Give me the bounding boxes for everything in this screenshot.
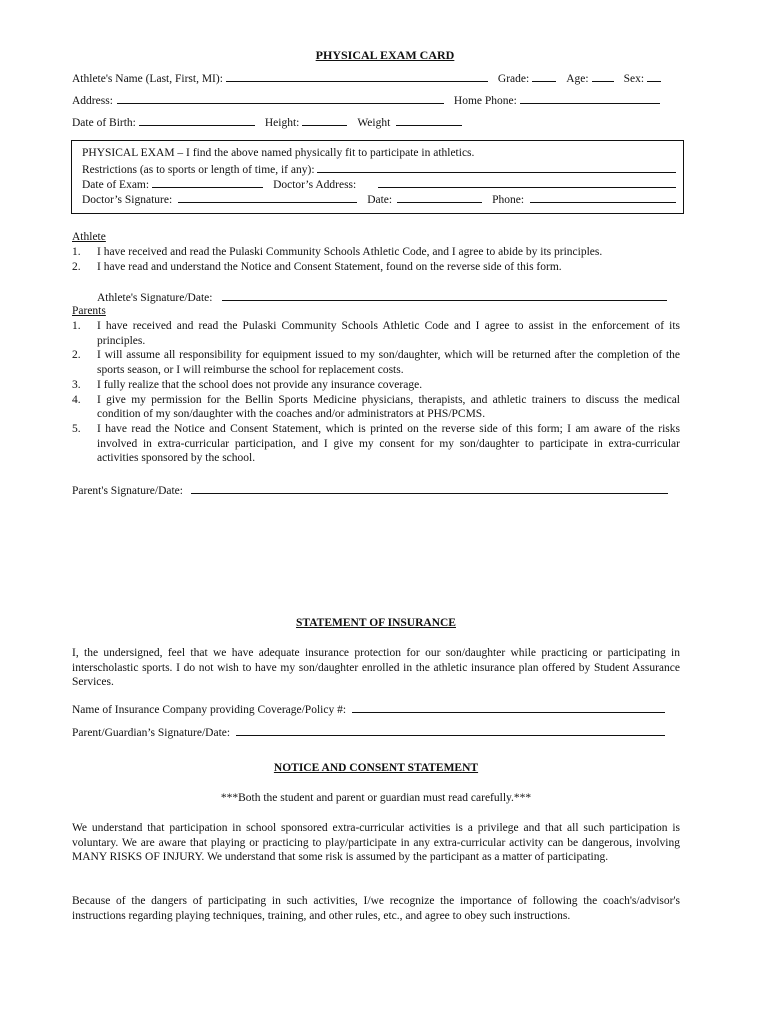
notice-subheading: ***Both the student and parent or guardian must read carefully.*** xyxy=(220,792,532,804)
list-number: 2. xyxy=(72,349,81,362)
restrictions-field[interactable] xyxy=(317,161,676,173)
list-text: I have received and read the Pulaski Community Schools Athletic Code and I agree to assist in the enforcement of its principles. xyxy=(97,320,680,347)
address-row xyxy=(72,92,672,109)
athlete-heading: Athlete xyxy=(72,231,106,243)
list-text: I give my permission for the Bellin Sports Medicine physicians, therapists, and athletic trainers to discuss the medical condition of my son/daughter with the coaches and/or administrators at PHS/PCMS. xyxy=(97,393,680,421)
physical-exam-box xyxy=(71,140,684,214)
list-text: I have received and read the Pulaski Community Schools Athletic Code, and I agree to abide by its principles. xyxy=(97,246,603,258)
list-text: I fully realize that the school does not provide any insurance coverage. xyxy=(97,378,423,391)
guardian-signature-row xyxy=(72,724,667,741)
age-field[interactable] xyxy=(592,70,614,82)
parents-heading: Parents xyxy=(72,305,106,317)
dob-field[interactable] xyxy=(139,114,255,126)
sex-label: Sex: xyxy=(623,73,645,85)
sex-field[interactable] xyxy=(647,70,661,82)
list-text: I have read the Notice and Consent Statement, which is printed on the reverse side of this form; I am aware of the risks involved in extra-curricular participation, and I give my consent for my son/daughter to participate in extra-curricular activities sponsored by the school. xyxy=(97,422,680,465)
weight-field[interactable] xyxy=(396,114,462,126)
doctors-address-field[interactable] xyxy=(378,176,676,188)
doctor-signature-row xyxy=(82,191,678,208)
insurance-heading: STATEMENT OF INSURANCE xyxy=(296,617,456,629)
notice-heading: NOTICE AND CONSENT STATEMENT xyxy=(273,762,479,774)
age-label: Age: xyxy=(566,73,589,85)
notice-paragraph-1: We understand that participation in school sponsored extra-curricular activities is a privilege and that all such participation is voluntary. We are aware that playing or practicing to play/participate in any extra-curricular activity can be dangerous, involving MANY RISKS OF INJURY. We understand that some risk is assumed by the participant as a matter of participating. xyxy=(72,822,680,864)
grade-label: Grade: xyxy=(497,73,530,85)
list-number: 1. xyxy=(72,246,81,258)
list-number: 3. xyxy=(72,378,81,391)
insurance-company-row xyxy=(72,701,667,718)
athlete-name-field[interactable] xyxy=(226,70,488,82)
list-item xyxy=(72,393,680,422)
list-number: 5. xyxy=(72,422,81,435)
phone-label: Phone: xyxy=(492,194,525,206)
athlete-name-row xyxy=(72,70,672,87)
notice-paragraph-2: Because of the dangers of participating in such activities, I/we recognize the importance of following the coach's/advisor's instructions regarding playing techniques, training, and other rules, etc., and agree to obey such instructions. xyxy=(72,895,680,922)
insurance-paragraph: I, the undersigned, feel that we have adequate insurance protection for our son/daughter while practicing or participating in interscholastic sports. I do not wish to have my son/daughter enrolled in the athletic insurance plan offered by Student Assurance Services. xyxy=(72,647,680,689)
insurance-company-field[interactable] xyxy=(352,701,665,713)
date-of-exam-field[interactable] xyxy=(152,176,263,188)
list-item xyxy=(72,319,680,348)
date-of-exam-label: Date of Exam: xyxy=(82,179,150,191)
height-field[interactable] xyxy=(302,114,347,126)
restrictions-label: Restrictions (as to sports or length of time, if any): xyxy=(82,164,315,176)
address-field[interactable] xyxy=(117,92,444,104)
athlete-name-label: Athlete's Name (Last, First, MI): xyxy=(72,73,223,85)
dob-row xyxy=(72,114,672,131)
parents-list xyxy=(72,319,680,466)
list-number: 1. xyxy=(72,320,81,332)
list-text: I will assume all responsibility for equipment issued to my son/daughter, which will be returned after the completion of the sports season, or I will reimburse the school for replacement costs. xyxy=(97,349,680,377)
grade-field[interactable] xyxy=(532,70,556,82)
home-phone-label: Home Phone: xyxy=(453,95,517,107)
parent-signature-row xyxy=(72,482,670,499)
athlete-signature-row xyxy=(97,289,669,306)
list-item xyxy=(72,260,680,275)
doctors-signature-field[interactable] xyxy=(178,191,357,203)
insurance-company-label: Name of Insurance Company providing Coverage/Policy #: xyxy=(72,704,347,716)
height-label: Height: xyxy=(264,117,300,129)
list-number: 4. xyxy=(72,393,81,406)
exam-statement: PHYSICAL EXAM – I find the above named physically fit to participate in athletics. xyxy=(82,147,475,159)
exam-date-field[interactable] xyxy=(397,191,482,203)
guardian-signature-field[interactable] xyxy=(236,724,665,736)
list-item xyxy=(72,245,680,260)
list-text: I have read and understand the Notice and Consent Statement, found on the reverse side of this form. xyxy=(97,260,562,273)
home-phone-field[interactable] xyxy=(520,92,660,104)
weight-label: Weight xyxy=(357,117,391,129)
athlete-signature-field[interactable] xyxy=(222,289,667,301)
address-label: Address: xyxy=(72,95,113,107)
doctors-address-label: Doctor’s Address: xyxy=(273,179,357,191)
parent-signature-label: Parent's Signature/Date: xyxy=(72,485,183,497)
guardian-signature-label: Parent/Guardian’s Signature/Date: xyxy=(72,727,231,739)
date-label: Date: xyxy=(367,194,393,206)
list-item xyxy=(72,378,680,393)
list-item xyxy=(72,422,680,466)
athlete-signature-label: Athlete's Signature/Date: xyxy=(97,292,213,304)
list-number: 2. xyxy=(72,260,81,273)
list-item xyxy=(72,348,680,377)
page-title: PHYSICAL EXAM CARD xyxy=(315,48,455,62)
doctors-signature-label: Doctor’s Signature: xyxy=(82,194,173,206)
dob-label: Date of Birth: xyxy=(72,117,136,129)
doctor-phone-field[interactable] xyxy=(530,191,676,203)
parent-signature-field[interactable] xyxy=(191,482,668,494)
athlete-list xyxy=(72,245,680,274)
